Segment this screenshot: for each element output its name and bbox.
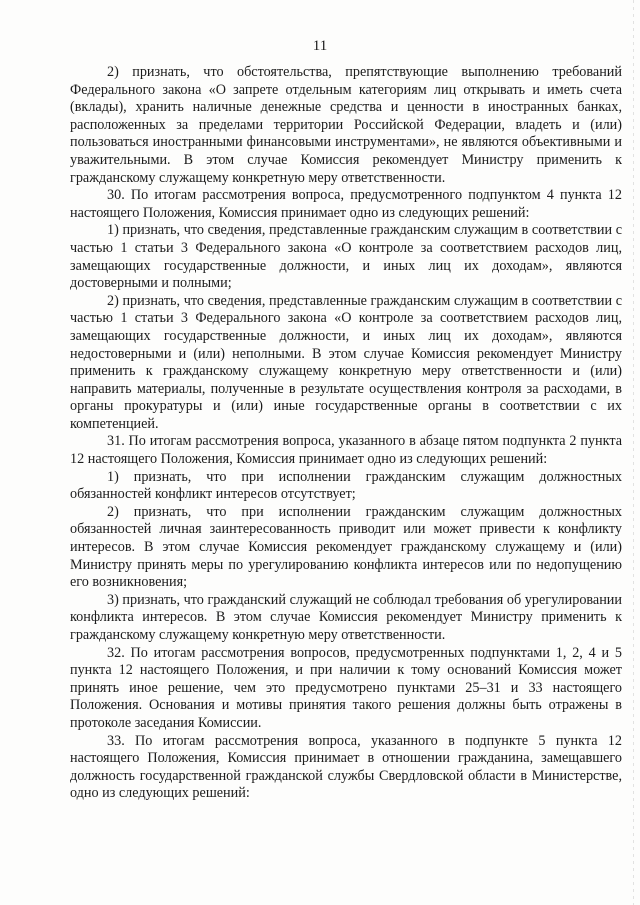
document-body xyxy=(70,64,622,803)
paragraph-item-2-bank-accounts: 2) признать, что обстоятельства, препятствующие выполнению требований Федерального закона «О запрете отдельным категориям лиц открывать и иметь счета (вклады), хранить наличные денежные средства и ценности в иностранных банках, расположенных за пределами территории Российской Федерации, владеть и (или) пользоваться иностранными финансовыми инструментами», не являются объективными и уважительными. В этом случае Комиссия рекомендует Министру применить к гражданскому служащему конкретную меру ответственности. xyxy=(70,64,622,186)
paragraph-31-item-3: 3) признать, что гражданский служащий не соблюдал требования об урегулировании конфликта интересов. В этом случае Комиссия рекомендует Министру применить к гражданскому служащему конкретную меру ответственности. xyxy=(70,591,622,643)
paragraph-30-item-2: 2) признать, что сведения, представленные гражданским служащим в соответствии с частью 1 статьи 3 Федерального закона «О контроле за соответствием расходов лиц, замещающих государственные должности, и иных лиц их доходам», являются недостоверными и (или) неполными. В этом случае Комиссия рекомендует Министру применить к гражданскому служащему конкретную меру ответственности и (или) направить материалы, полученные в результате осуществления контроля за расходами, в органы прокуратуры и (или) иные государственные органы в соответствии с их компетенцией. xyxy=(70,292,622,432)
paragraph-30: 30. По итогам рассмотрения вопроса, предусмотренного подпунктом 4 пункта 12 настоящего Положения, Комиссия принимает одно из следующих решений: xyxy=(70,187,622,221)
paragraph-31-item-2: 2) признать, что при исполнении гражданским служащим должностных обязанностей личная заинтересованность приводит или может привести к конфликту интересов. В этом случае Комиссия рекомендует гражданскому служащему и (или) Министру принять меры по урегулированию конфликта интересов или по недопущению его возникновения; xyxy=(70,503,622,591)
page-number: 11 xyxy=(312,38,328,54)
paragraph-33: 33. По итогам рассмотрения вопроса, указанного в подпункте 5 пункта 12 настоящего Положения, Комиссия принимает в отношении гражданина, замещавшего должность государственной гражданской службы Свердловской области в Министерстве, одно из следующих решений: xyxy=(70,732,622,802)
paragraph-32: 32. По итогам рассмотрения вопросов, предусмотренных подпунктами 1, 2, 4 и 5 пункта 12 настоящего Положения, и при наличии к тому оснований Комиссия может принять иное решение, чем это предусмотрено пунктами 25–31 и 33 настоящего Положения. Основания и мотивы принятия такого решения должны быть отражены в протоколе заседания Комиссии. xyxy=(70,644,622,731)
paragraph-30-item-1: 1) признать, что сведения, представленные гражданским служащим в соответствии с частью 1 статьи 3 Федерального закона «О контроле за соответствием расходов лиц, замещающих государственные должности, и иных лиц их доходам», являются достоверными и полными; xyxy=(70,222,622,292)
paragraph-31-item-1: 1) признать, что при исполнении гражданским служащим должностных обязанностей конфликт интересов отсутствует; xyxy=(70,468,622,503)
scan-edge-mark xyxy=(633,0,634,905)
paragraph-31: 31. По итогам рассмотрения вопроса, указанного в абзаце пятом подпункта 2 пункта 12 настоящего Положения, Комиссия принимает одно из следующих решений: xyxy=(70,433,622,468)
